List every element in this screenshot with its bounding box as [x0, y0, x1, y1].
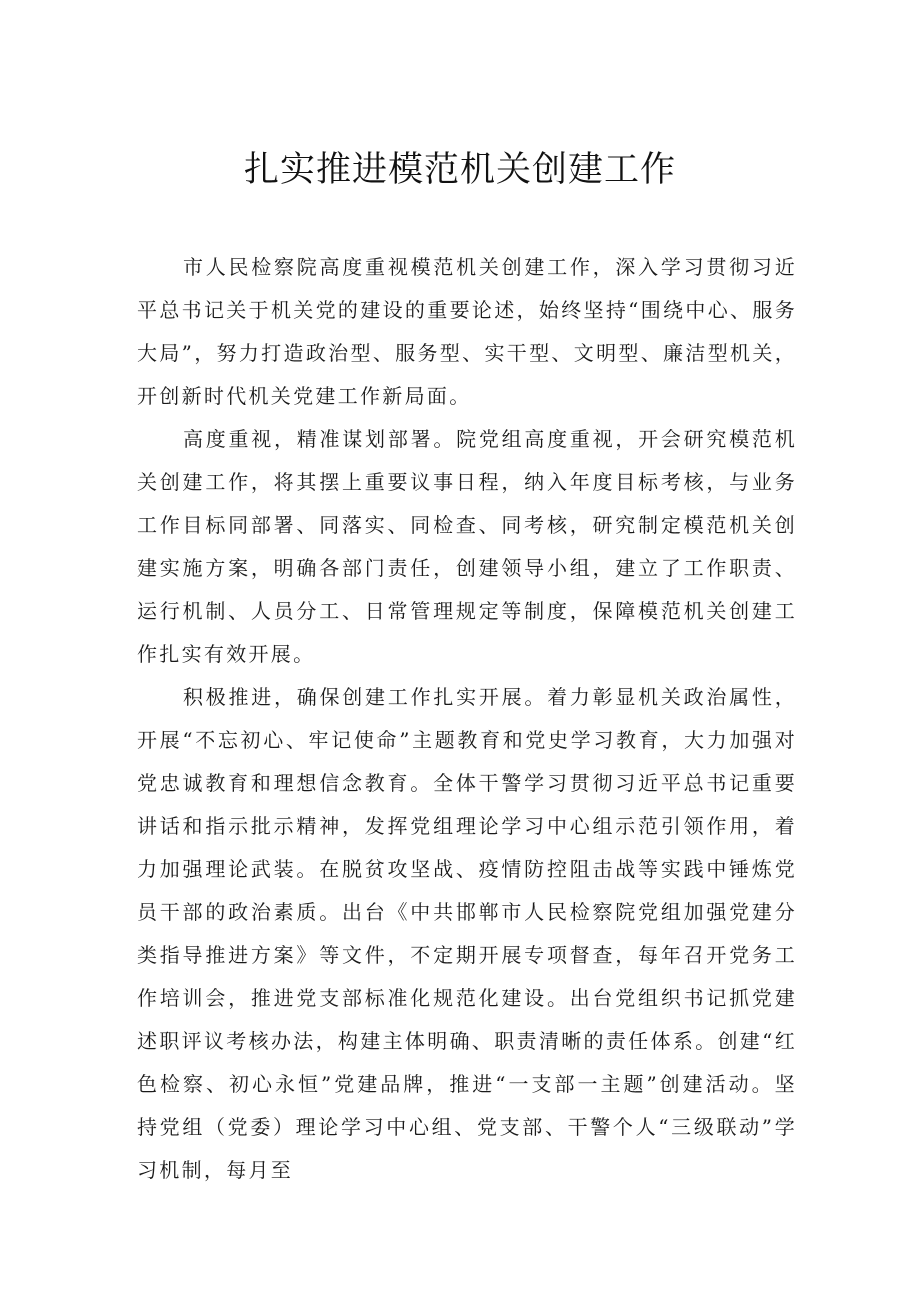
document-body — [137, 246, 797, 1192]
paragraph-implementation: 积极推进，确保创建工作扎实开展。着力彰显机关政治属性，开展“不忘初心、牢记使命”主题教育和党史学习教育，大力加强对党忠诚教育和理想信念教育。全体干警学习贯彻习近平总书记重要讲话和指示批示精神，发挥党组理论学习中心组示范引领作用，着力加强理论武装。在脱贫攻坚战、疫情防控阻击战等实践中锤炼党员干部的政治素质。出台《中共邯郸市人民检察院党组加强党建分类指导推进方案》等文件，不定期开展专项督查，每年召开党务工作培训会，推进党支部标准化规范化建设。出台党组织书记抓党建述职评议考核办法，构建主体明确、职责清晰的责任体系。创建“红色检察、初心永恒”党建品牌，推进“一支部一主题”创建活动。坚持党组（党委）理论学习中心组、党支部、干警个人“三级联动”学习机制，每月至 — [137, 685, 797, 1182]
document-title: 扎实推进模范机关创建工作 — [243, 150, 676, 190]
paragraph-planning: 高度重视，精准谋划部署。院党组高度重视，开会研究模范机关创建工作，将其摆上重要议事日程，纳入年度目标考核，与业务工作目标同部署、同落实、同检查、同考核，研究制定模范机关创建实施方案，明确各部门责任，创建领导小组，建立了工作职责、运行机制、人员分工、日常管理规定等制度，保障模范机关创建工作扎实有效开展。 — [137, 427, 797, 666]
paragraph-intro: 市人民检察院高度重视模范机关创建工作，深入学习贯彻习近平总书记关于机关党的建设的重要论述，始终坚持“围绕中心、服务大局”，努力打造政治型、服务型、实干型、文明型、廉洁型机关，开创新时代机关党建工作新局面。 — [137, 255, 797, 408]
